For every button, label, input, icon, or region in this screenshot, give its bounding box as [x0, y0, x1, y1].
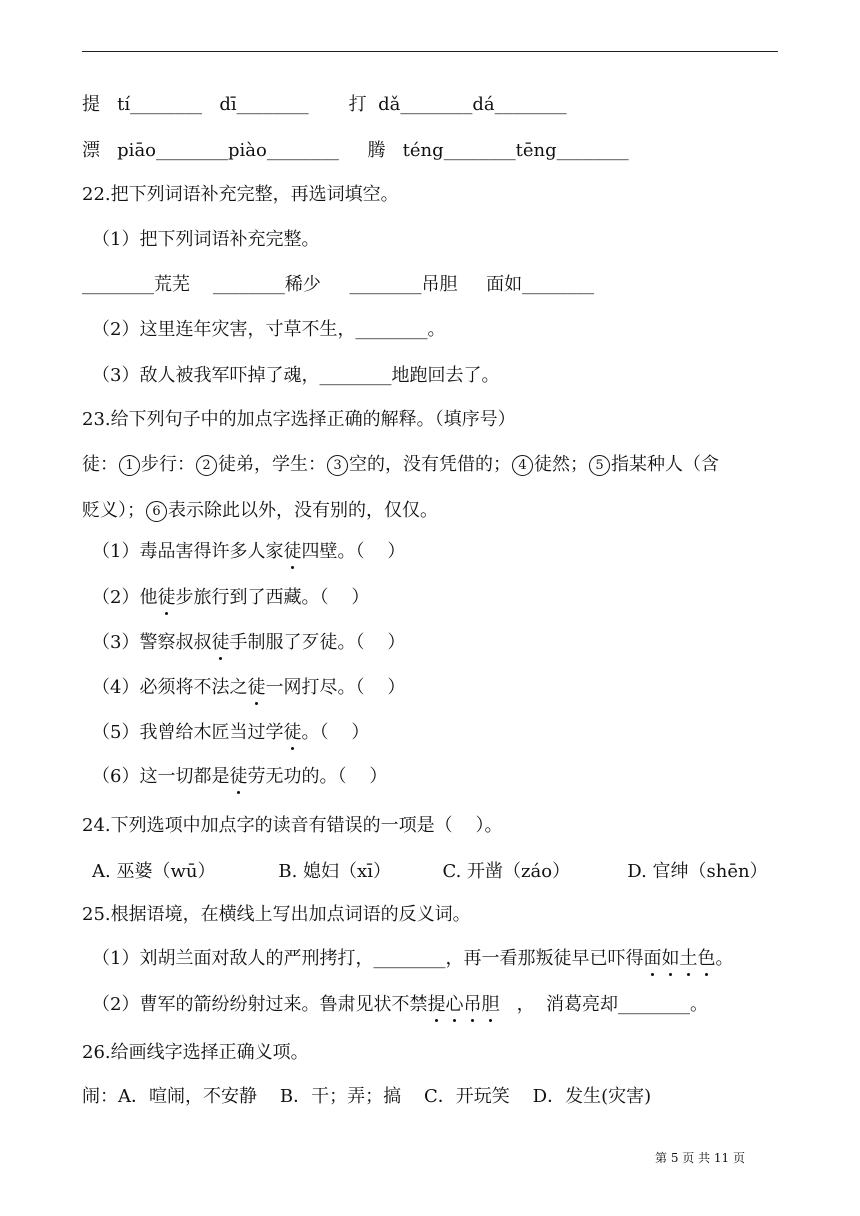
q22-sub1: （1）把下列词语补充完整。: [92, 229, 320, 250]
q23-item-3: （3）警察叔叔徒手制服了歹徒。（ ）: [92, 632, 406, 653]
q21-row1: 提 tí________ dī________ 打 dǎ________dá________: [82, 94, 567, 115]
def-5: 指某种人（含: [611, 454, 719, 475]
q23-item-1: （1）毒品害得许多人家徒四壁。（ ）: [92, 541, 406, 562]
dotted-char: 面: [643, 948, 662, 969]
page-footer: 第 5 页 共 11 页: [655, 1151, 745, 1165]
q26-definitions: 闹：A．喧闹，不安静 B．干；弄；搞 C．开玩笑 D．发生(灾害): [82, 1086, 652, 1107]
q23-item-2: （2）他徒步旅行到了西藏。（ ）: [92, 587, 370, 608]
circled-3: 3: [327, 455, 348, 476]
q23-item-4: （4）必须将不法之徒一网打尽。（ ）: [92, 677, 406, 698]
q25-title: 25.根据语境，在横线上写出加点词语的反义词。: [82, 904, 471, 925]
def-3: 空的，没有凭借的；: [349, 454, 511, 475]
dotted-char: 土: [679, 948, 698, 969]
q26-title: 26.给画线字选择正确义项。: [82, 1042, 309, 1063]
dotted-char: 徒: [229, 766, 248, 787]
q25-sentence-2: （2）曹军的箭纷纷射过来。鲁肃见状不禁提心吊胆 ， 消葛亮却________。: [92, 994, 709, 1015]
dotted-char: 心: [445, 994, 464, 1015]
def-2: 徒弟，学生：: [218, 454, 326, 475]
q22-sub3: （3）敌人被我军吓掉了魂，________地跑回去了。: [92, 365, 500, 386]
def-5-cont: 贬义）；: [82, 500, 145, 521]
dotted-char: 徒: [157, 587, 176, 608]
q23-title: 23.给下列句子中的加点字选择正确的解释。（填序号）: [82, 409, 516, 430]
q22-words: ________荒芜 ________稀少 ________吊胆 面如________: [82, 274, 595, 295]
q24-title: 24.下列选项中加点字的读音有错误的一项是（ ）。: [82, 815, 503, 836]
header-rule: [82, 51, 778, 52]
q23-item-6: （6）这一切都是徒劳无功的。（ ）: [92, 766, 388, 787]
q23-item-5: （5）我曾给木匠当过学徒。（ ）: [92, 722, 370, 743]
dotted-char: 徒: [283, 541, 302, 562]
circled-2: 2: [196, 455, 217, 476]
dotted-char: 徒: [247, 677, 266, 698]
def-6: 表示除此以外，没有别的，仅仅。: [168, 500, 438, 521]
circled-5: 5: [589, 455, 610, 476]
q22-title: 22.把下列词语补充完整，再选词填空。: [82, 184, 399, 205]
dotted-char: 色: [697, 948, 716, 969]
dotted-char: 吊: [463, 994, 482, 1015]
dotted-char: 胆: [481, 994, 500, 1015]
dotted-char: 提: [427, 994, 446, 1015]
q25-sentence-1: （1）刘胡兰面对敌人的严刑拷打，________，再一看那叛徒早已吓得面如土色。: [92, 948, 734, 969]
circled-1: 1: [119, 455, 140, 476]
dotted-char: 如: [661, 948, 680, 969]
q24-options: A. 巫婆（wū） B. 媳妇（xī） C. 开凿（záo） D. 官绅（shēn）: [92, 861, 768, 882]
def-4: 徒然；: [534, 454, 588, 475]
q23-definitions: [82, 453, 719, 477]
def-1: 步行：: [141, 454, 195, 475]
dotted-char: 徒: [211, 632, 230, 653]
circled-4: 4: [512, 455, 533, 476]
q22-sub2: （2）这里连年灾害，寸草不生，________。: [92, 319, 446, 340]
circled-6: 6: [146, 501, 167, 522]
def-head: 徒：: [82, 454, 118, 475]
q21-row2: 漂 piāo________piào________ 腾 téng________tēng________: [82, 140, 629, 161]
q23-definitions-cont: [82, 499, 438, 523]
dotted-char: 徒: [283, 722, 302, 743]
